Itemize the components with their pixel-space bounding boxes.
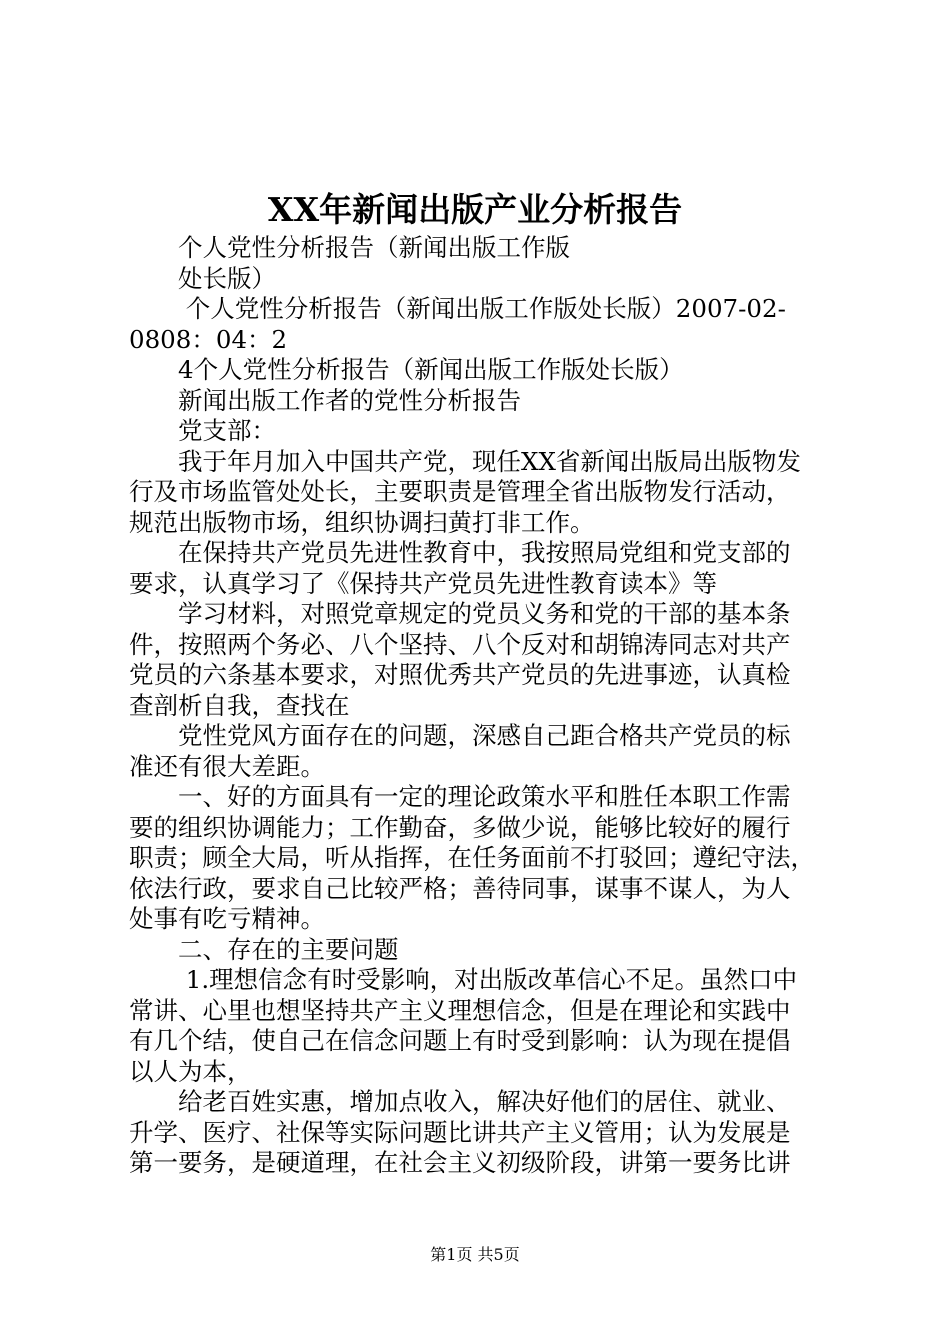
text-line: 0808：04：2 [129, 324, 288, 354]
document-body [129, 233, 834, 1179]
text-line: 党支部： [129, 416, 276, 445]
text-line: 个人党性分析报告（新闻出版工作版 [129, 233, 570, 262]
text-line: 二、存在的主要问题 [129, 934, 399, 964]
text-line: 依法行政，要求自己比较严格；善待同事，谋事不谋人，为人 [129, 873, 791, 903]
text-line: 以人为本， [129, 1056, 252, 1086]
text-line: 1.理想信念有时受影响，对出版改革信心不足。虽然口中 [129, 965, 798, 994]
text-line: 学习材料，对照党章规定的党员义务和党的干部的基本条 [129, 599, 791, 628]
page-footer: 第1页 共5页 [430, 1245, 520, 1264]
text-line: 个人党性分析报告（新闻出版工作版处长版）2007-02- [129, 294, 786, 323]
text-line: 有几个结，使自己在信念问题上有时受到影响：认为现在提倡 [129, 1026, 791, 1055]
text-line: 第一要务，是硬道理，在社会主义初级阶段，讲第一要务比讲 [129, 1148, 791, 1177]
text-line: 常讲、心里也想坚持共产主义理想信念，但是在理论和实践中 [129, 995, 791, 1025]
text-line: 新闻出版工作者的党性分析报告 [129, 385, 521, 415]
text-line: 规范出版物市场，组织协调扫黄打非工作。 [129, 507, 595, 537]
text-line: 升学、医疗、社保等实际问题比讲共产主义管用；认为发展是 [129, 1117, 791, 1147]
text-line: 行及市场监管处处长，主要职责是管理全省出版物发行活动， [129, 477, 791, 506]
text-line: 4个人党性分析报告（新闻出版工作版处长版） [129, 355, 684, 384]
text-line: 我于年月加入中国共产党，现任XX省新闻出版局出版物发 [129, 446, 801, 476]
text-line: 党员的六条基本要求，对照优秀共产党员的先进事迹，认真检 [129, 660, 791, 689]
text-line: 在保持共产党员先进性教育中，我按照局党组和党支部的 [129, 538, 791, 567]
text-line: 职责；顾全大局，听从指挥，在任务面前不打驳回；遵纪守法， [129, 843, 815, 872]
text-line: 处长版） [129, 263, 276, 293]
text-line: 要求，认真学习了《保持共产党员先进性教育读本》等 [129, 568, 717, 598]
text-line: 党性党风方面存在的问题，深感自己距合格共产党员的标 [129, 721, 791, 750]
text-line: 给老百姓实惠，增加点收入，解决好他们的居住、就业、 [129, 1087, 791, 1116]
text-line: 准还有很大差距。 [129, 751, 325, 781]
text-line: 要的组织协调能力；工作勤奋，多做少说，能够比较好的履行 [129, 812, 791, 842]
text-line: 查剖析自我，查找在 [129, 690, 350, 720]
text-line: 处事有吃亏精神。 [129, 904, 325, 933]
document-title: XX年新闻出版产业分析报告 [267, 190, 683, 229]
text-line: 一、好的方面具有一定的理论政策水平和胜任本职工作需 [129, 782, 791, 811]
text-line: 件，按照两个务必、八个坚持、八个反对和胡锦涛同志对共产 [129, 629, 791, 659]
